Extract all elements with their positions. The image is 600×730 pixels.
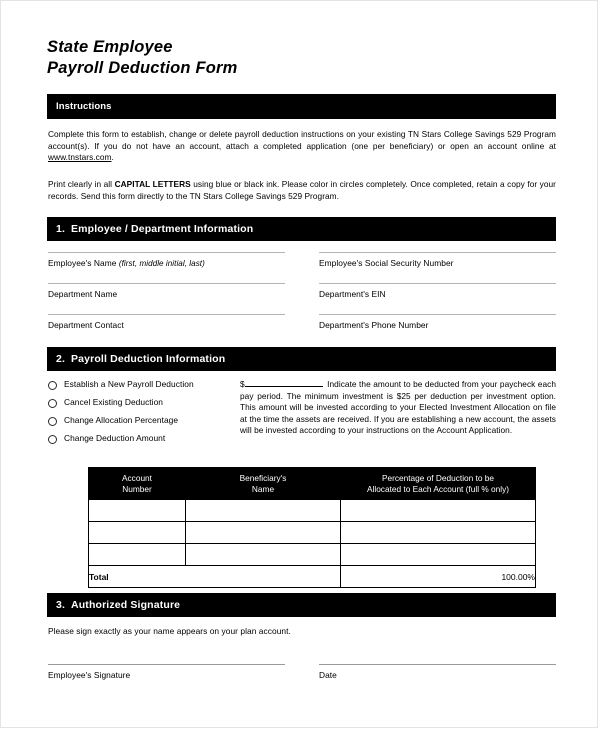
- cell-percentage[interactable]: [341, 522, 536, 544]
- radio-circle-icon[interactable]: [48, 381, 57, 390]
- column-header-account-number: [89, 468, 186, 500]
- deduction-type-radio-group: [48, 378, 240, 451]
- field-row: [48, 314, 556, 345]
- tnstars-website-link[interactable]: www.tnstars.com: [48, 152, 112, 163]
- total-value: 100.00%: [341, 566, 536, 588]
- column-header-line-2: Name: [251, 483, 275, 494]
- cell-account-number[interactable]: [89, 522, 186, 544]
- section-2-number: 2.: [56, 353, 66, 365]
- section-1-number: 1.: [56, 223, 66, 235]
- column-header-line-2: Allocated to Each Account (full % only): [366, 483, 510, 494]
- cell-beneficiary-name[interactable]: [186, 544, 341, 566]
- option-label: Cancel Existing Deduction: [64, 397, 164, 407]
- section-2-title: Payroll Deduction Information: [71, 353, 226, 365]
- field-label: [319, 315, 556, 330]
- deduction-amount-paragraph-text: Indicate the amount to be deducted from your paycheck each pay period. The minimum investment is $25 per deduction per investment option. This amount will be invested according to your Elected Investment Allocation on file at the time the assets are received. If you are establishing a new account, the assets will be invested according to your instructions on the Account Application.: [240, 379, 557, 435]
- field-row: [48, 252, 556, 283]
- field-department-name[interactable]: [48, 283, 285, 314]
- cell-account-number[interactable]: [89, 544, 186, 566]
- instructions-p2-prefix: Print clearly in all: [48, 179, 115, 189]
- allocation-table: [88, 467, 536, 588]
- deduction-options-area: [48, 378, 556, 451]
- option-change-deduction-amount[interactable]: [48, 433, 240, 451]
- column-header-line-2: Number: [122, 483, 152, 494]
- signature-fields: [48, 664, 556, 680]
- table-header-row: [89, 468, 536, 500]
- deduction-amount-input[interactable]: [245, 378, 323, 387]
- cell-percentage[interactable]: [341, 544, 536, 566]
- section-3-title: Authorized Signature: [71, 599, 181, 611]
- option-label: Change Deduction Amount: [64, 433, 166, 443]
- field-label-text: Department Name: [48, 289, 118, 299]
- cell-beneficiary-name[interactable]: [186, 500, 341, 522]
- column-header-line-1: Percentage of Deduction to be: [381, 473, 495, 483]
- field-label-text: Department's Phone Number: [319, 320, 429, 330]
- field-employee-ssn[interactable]: [319, 252, 556, 283]
- instructions-p1-text: Complete this form to establish, change or delete payroll deduction instructions on your existing TN Stars College Savings 529 Program account(s). If you do not have an account, attach a completed application (one per beneficiary) or open an account online at: [48, 129, 556, 151]
- field-label: [319, 253, 556, 268]
- column-header-percentage-of-deduction: [341, 468, 536, 500]
- option-establish-new-payroll-deduction[interactable]: [48, 379, 240, 397]
- title-line-1: State Employee: [47, 38, 173, 56]
- field-label-hint: (first, middle initial, last): [118, 259, 205, 268]
- allocation-table-head: [89, 468, 536, 500]
- field-department-contact[interactable]: [48, 314, 285, 345]
- field-row: [48, 283, 556, 314]
- instructions-paragraph-1: [48, 129, 556, 164]
- field-label: [48, 284, 285, 299]
- instructions-bar-label: Instructions: [56, 101, 112, 112]
- capital-letters-emphasis: CAPITAL LETTERS: [114, 179, 191, 189]
- table-row: [89, 522, 536, 544]
- section-3-bar: [47, 593, 556, 617]
- field-label: [319, 284, 556, 299]
- cell-account-number[interactable]: [89, 500, 186, 522]
- section-3-number: 3.: [56, 599, 66, 611]
- option-label: Change Allocation Percentage: [64, 415, 179, 425]
- option-cancel-existing-deduction[interactable]: [48, 397, 240, 415]
- table-row: [89, 544, 536, 566]
- total-label: Total: [89, 566, 341, 588]
- option-label: Establish a New Payroll Deduction: [64, 379, 194, 389]
- allocation-table-body: [89, 500, 536, 588]
- field-label: Date: [319, 670, 337, 680]
- column-header-line-1: Account: [122, 473, 152, 483]
- table-row: [89, 500, 536, 522]
- instructions-section-bar: [47, 94, 556, 119]
- field-label: Employee's Signature: [48, 670, 131, 680]
- field-label: [48, 315, 285, 330]
- title-line-2: Payroll Deduction Form: [47, 59, 238, 77]
- table-total-row: [89, 566, 536, 588]
- field-signature-date[interactable]: [319, 664, 556, 680]
- instructions-paragraph-2: [48, 179, 556, 202]
- dollar-sign: $: [240, 379, 245, 389]
- section-1-bar: [47, 217, 556, 241]
- field-employee-signature[interactable]: [48, 664, 285, 680]
- field-department-phone[interactable]: [319, 314, 556, 345]
- section-1-title: Employee / Department Information: [71, 223, 254, 235]
- radio-circle-icon[interactable]: [48, 399, 57, 408]
- field-department-ein[interactable]: [319, 283, 556, 314]
- field-label-text: Department's EIN: [319, 289, 386, 299]
- field-label-text: Department Contact: [48, 320, 124, 330]
- signature-instruction-note: Please sign exactly as your name appears on your plan account.: [48, 626, 291, 636]
- instructions-p2-suffix: using blue or black ink. Please color in circles completely. Once completed, retain a copy for your records. Send this form directly to the TN Stars College Savings 529 Program.: [48, 179, 556, 201]
- column-header-beneficiary-name: [186, 468, 341, 500]
- section-2-bar: [47, 347, 556, 371]
- page-title: [47, 37, 447, 79]
- field-label-text: Employee's Social Security Number: [319, 258, 454, 268]
- employee-department-fields: [48, 252, 556, 345]
- field-label: [48, 253, 285, 268]
- cell-beneficiary-name[interactable]: [186, 522, 341, 544]
- instructions-p1-period: .: [111, 152, 114, 163]
- column-header-line-1: Beneficiary's: [239, 473, 287, 483]
- field-label-text: Employee's Name: [48, 258, 119, 268]
- radio-circle-icon[interactable]: [48, 417, 57, 426]
- deduction-amount-description: [240, 378, 556, 451]
- radio-circle-icon[interactable]: [48, 435, 57, 444]
- field-employee-name[interactable]: [48, 252, 285, 283]
- cell-percentage[interactable]: [341, 500, 536, 522]
- option-change-allocation-percentage[interactable]: [48, 415, 240, 433]
